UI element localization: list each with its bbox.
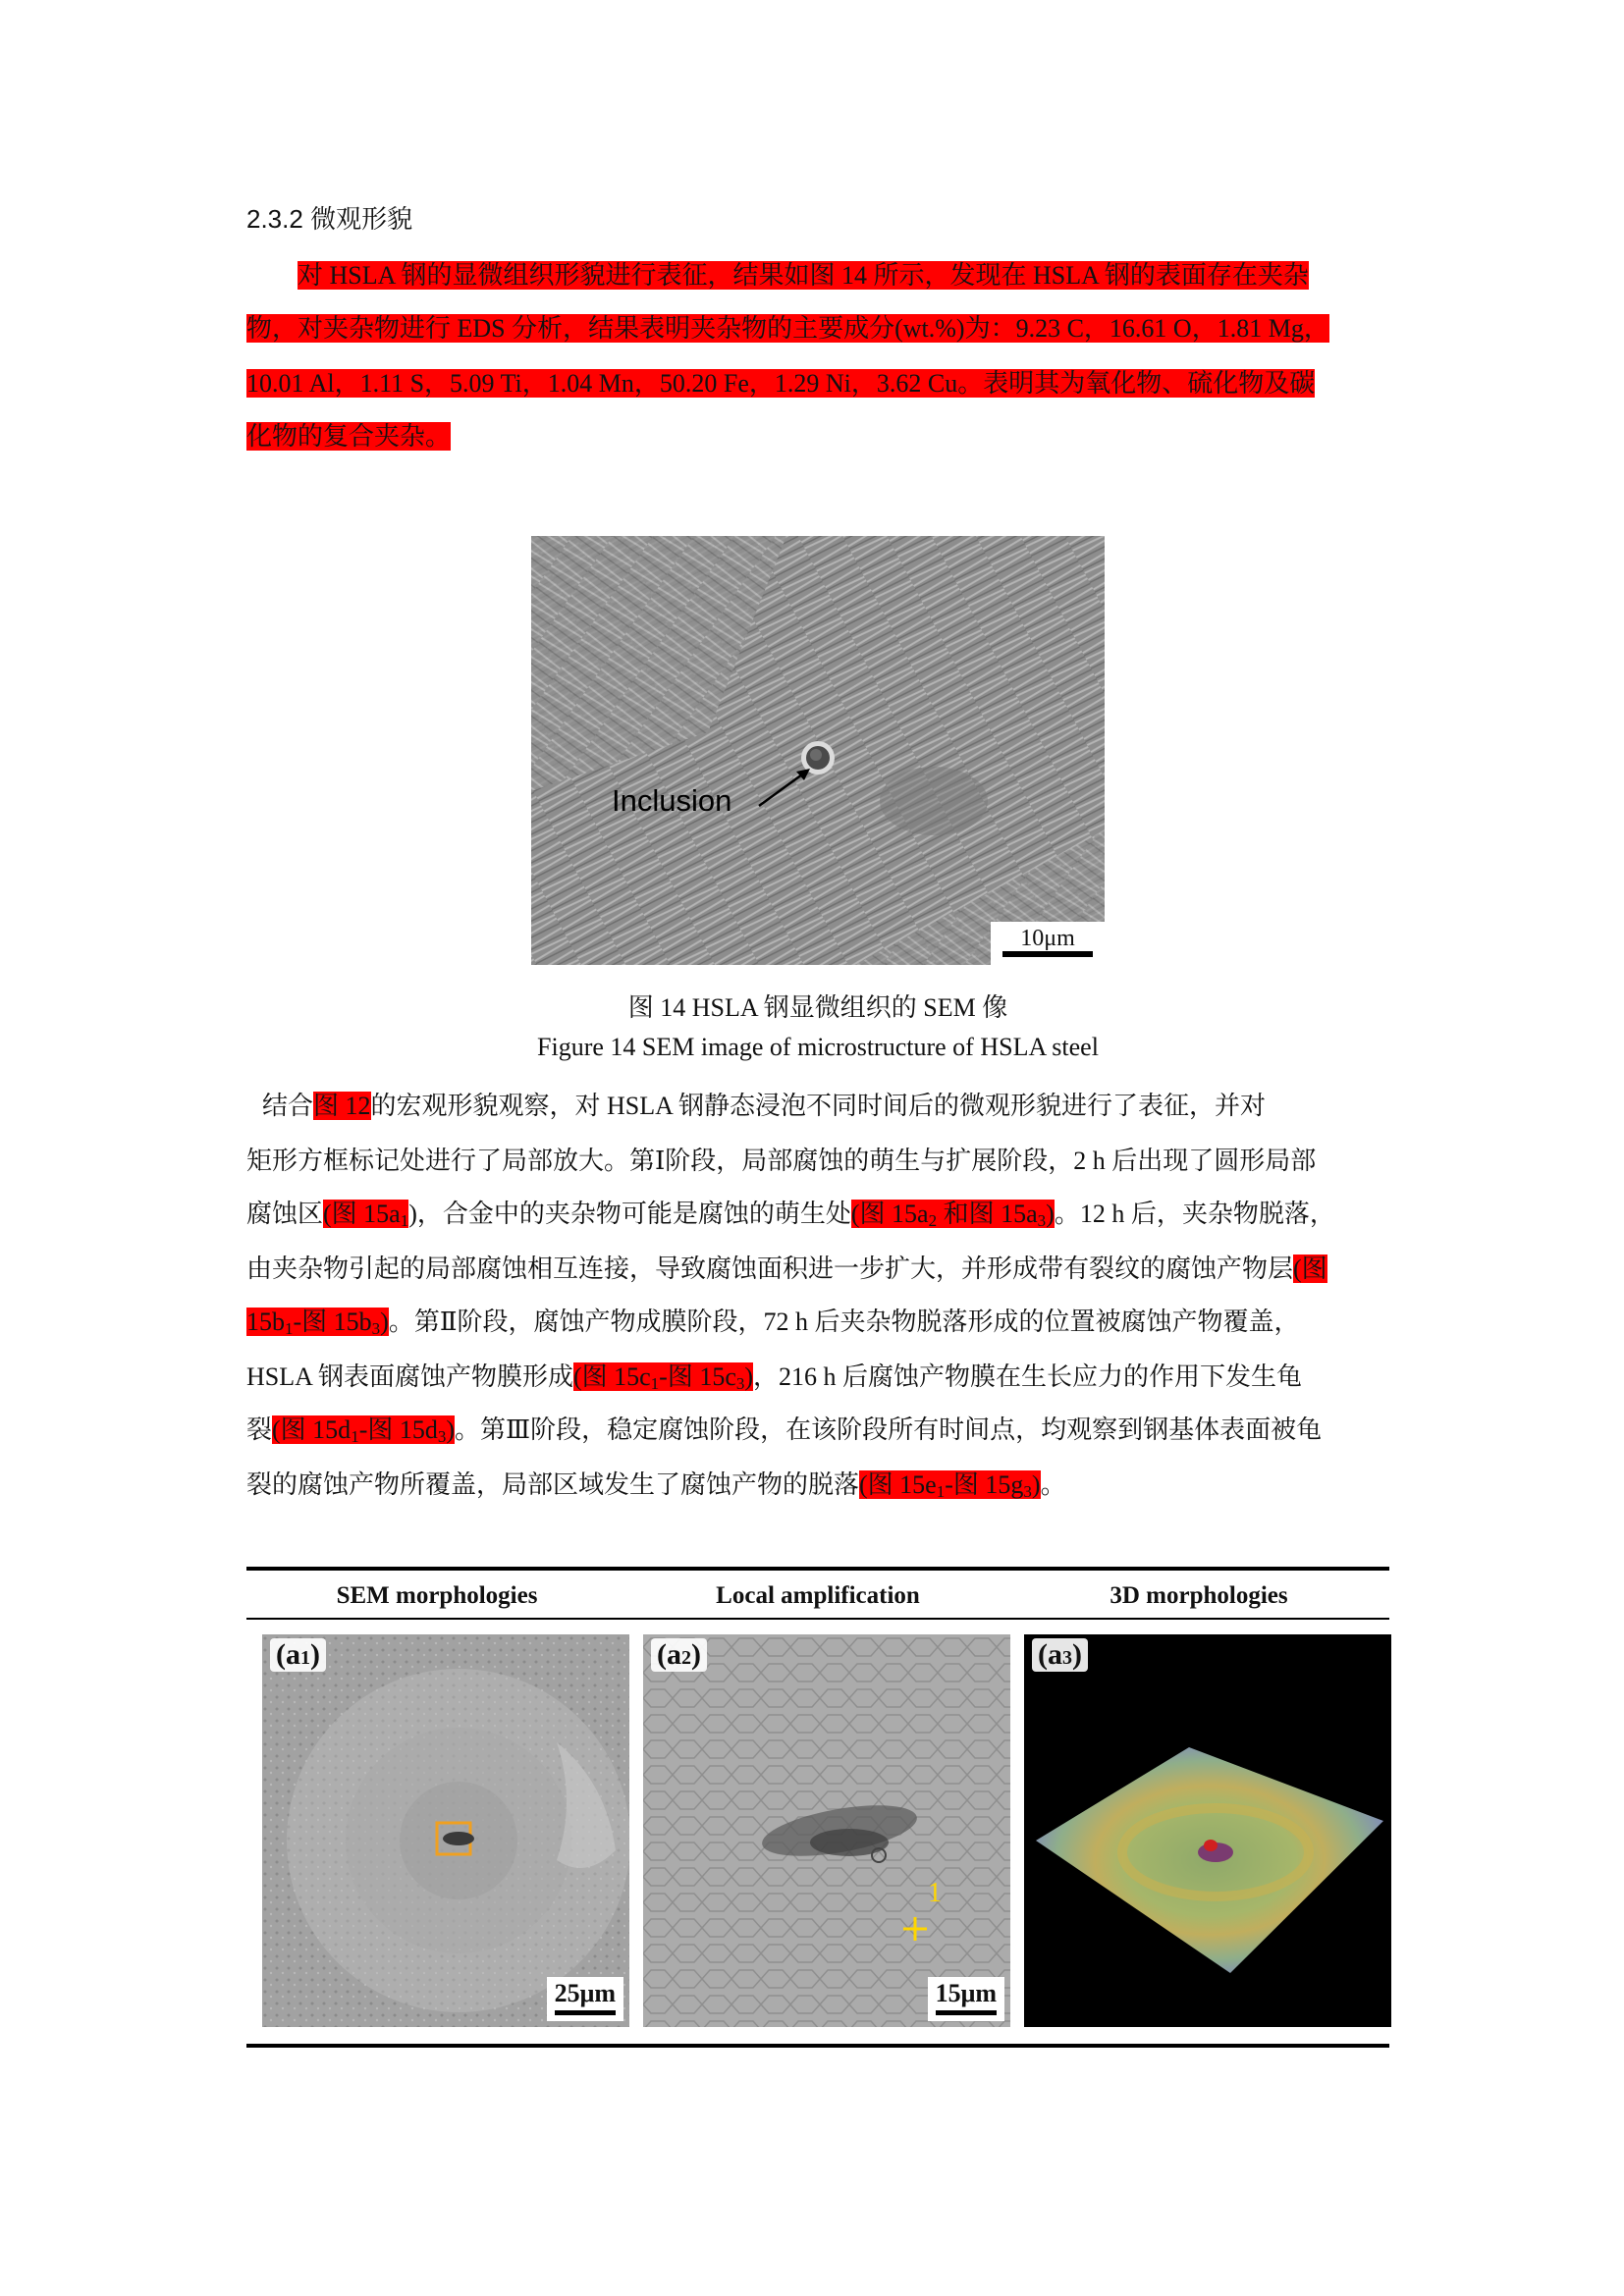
section-title: 微观形貌 bbox=[310, 204, 413, 234]
table-header-rule bbox=[246, 1618, 1389, 1620]
text: -图 15c bbox=[659, 1362, 736, 1391]
panel-a2-scale bbox=[928, 1977, 1004, 2021]
paragraph-2-line-5 bbox=[246, 1296, 1389, 1349]
paragraph-1-line-4 bbox=[246, 410, 1389, 463]
text: (图 15e bbox=[859, 1470, 937, 1499]
text: 裂 bbox=[246, 1415, 273, 1444]
local-amplification-image bbox=[643, 1634, 1010, 2027]
panel-a2-marker-label: 1 bbox=[928, 1878, 942, 1908]
text: 。第Ⅱ阶段，腐蚀产物成膜阶段，72 h 后夹杂物脱落形成的位置被腐蚀产物覆盖， bbox=[388, 1308, 1300, 1336]
text: a bbox=[286, 1638, 300, 1671]
3d-morphology-image bbox=[1024, 1634, 1391, 2027]
paragraph-2-line-3 bbox=[246, 1188, 1389, 1241]
highlight bbox=[323, 1200, 408, 1228]
text: 和图 15a bbox=[937, 1200, 1038, 1228]
subscript: 1 bbox=[936, 1482, 946, 1501]
panel-a1 bbox=[262, 1634, 629, 2027]
paragraph-1-line-3 bbox=[246, 357, 1389, 410]
paragraph-2-line-4 bbox=[246, 1243, 1389, 1296]
sem-microstructure-image bbox=[531, 536, 1105, 965]
text: a bbox=[1048, 1638, 1062, 1671]
subscript: 3 bbox=[1023, 1482, 1032, 1501]
text: 。12 h 后，夹杂物脱落， bbox=[1054, 1200, 1335, 1228]
text: ) bbox=[1031, 1470, 1041, 1499]
subscript: 1 bbox=[300, 1647, 310, 1669]
subscript: 1 bbox=[351, 1427, 359, 1446]
subscript: 2 bbox=[681, 1647, 691, 1669]
subscript: 1 bbox=[285, 1319, 294, 1338]
paragraph-2-line-8 bbox=[246, 1459, 1389, 1512]
text: ，216 h 后腐蚀产物膜在生长应力的作用下发生龟 bbox=[753, 1362, 1303, 1391]
panel-a1-scale bbox=[547, 1977, 623, 2021]
paragraph-2-line-6 bbox=[246, 1351, 1389, 1404]
text: a bbox=[667, 1638, 681, 1671]
text: -图 15d bbox=[358, 1415, 438, 1444]
paragraph-2-line-1 bbox=[246, 1080, 1389, 1133]
panel-a1-label: (a1) bbox=[270, 1638, 326, 1672]
text: (图 15a bbox=[323, 1200, 401, 1228]
highlight: (图 bbox=[1293, 1255, 1327, 1283]
text: 裂的腐蚀产物所覆盖，局部区域发生了腐蚀产物的脱落 bbox=[246, 1470, 860, 1499]
subscript: 3 bbox=[735, 1374, 745, 1393]
highlight: 10.01 Al，1.11 S，5.09 Ti，1.04 Mn，50.20 Fe，1.29 Ni，3.62 Cu。表明其为氧化物、硫化物及碳 bbox=[246, 369, 1316, 398]
panel-a2 bbox=[643, 1634, 1010, 2027]
highlight bbox=[272, 1415, 455, 1444]
highlight: 化物的复合夹杂。 bbox=[246, 422, 452, 451]
table-bottom-rule bbox=[246, 2044, 1389, 2048]
subscript: 3 bbox=[371, 1319, 381, 1338]
inclusion-annotation: Inclusion bbox=[612, 783, 732, 818]
text: 。第Ⅲ阶段，稳定腐蚀阶段，在该阶段所有时间点，均观察到钢基体表面被龟 bbox=[455, 1415, 1323, 1444]
figure-14-scale-bar bbox=[1002, 951, 1093, 957]
text: (图 15a bbox=[850, 1200, 929, 1228]
highlight bbox=[573, 1362, 753, 1391]
text: ) bbox=[380, 1308, 389, 1336]
paragraph-2-line-2 bbox=[246, 1135, 1389, 1188]
text: ) bbox=[446, 1415, 456, 1444]
text: -图 15b bbox=[293, 1308, 372, 1336]
subscript: 1 bbox=[650, 1374, 660, 1393]
scale-bar bbox=[555, 2010, 616, 2015]
scale-label: 15μm bbox=[935, 1979, 997, 2007]
highlight bbox=[851, 1200, 1055, 1228]
text: 结合 bbox=[262, 1092, 314, 1120]
figure-14-image bbox=[531, 536, 1105, 965]
column-header-sem: SEM morphologies bbox=[336, 1582, 538, 1609]
highlight: 物，对夹杂物进行 EDS 分析，结果表明夹杂物的主要成分(wt.%)为：9.23 C，16.61 O，1.81 Mg， bbox=[246, 314, 1329, 343]
sem-corrosion-image bbox=[262, 1634, 629, 2027]
text: ) bbox=[744, 1362, 754, 1391]
subscript: 1 bbox=[400, 1211, 409, 1230]
scale-bar bbox=[936, 2010, 997, 2015]
text: ) bbox=[1046, 1200, 1055, 1228]
text: 的宏观形貌观察，对 HSLA 钢静态浸泡不同时间后的微观形貌进行了表征，并对 bbox=[370, 1092, 1266, 1120]
section-heading bbox=[246, 194, 412, 243]
paragraph-1-line-1 bbox=[246, 249, 1389, 302]
text: )，合金中的夹杂物可能是腐蚀的萌生处 bbox=[408, 1200, 851, 1228]
figure-14-scale-label: 10μm bbox=[1020, 926, 1075, 951]
text: 矩形方框标记处进行了局部放大。第Ⅰ阶段，局部腐蚀的萌生与扩展阶段，2 h 后出现了圆形局部 bbox=[246, 1147, 1317, 1175]
subscript: 2 bbox=[928, 1211, 938, 1230]
text: (图 15c bbox=[572, 1362, 651, 1391]
highlight bbox=[859, 1470, 1041, 1499]
subscript: 3 bbox=[1062, 1647, 1072, 1669]
panel-a3-label: (a3) bbox=[1032, 1638, 1088, 1672]
text: 15b bbox=[246, 1308, 285, 1336]
column-header-local: Local amplification bbox=[716, 1582, 920, 1609]
paragraph-2-line-7 bbox=[246, 1404, 1389, 1457]
figure-14-caption-cn: 图 14 HSLA 钢显微组织的 SEM 像 bbox=[627, 993, 1008, 1022]
scale-label: 25μm bbox=[554, 1979, 616, 2007]
highlight bbox=[246, 1308, 389, 1336]
table-top-rule bbox=[246, 1567, 1389, 1571]
highlight: 图 12 bbox=[313, 1092, 371, 1120]
column-header-3d: 3D morphologies bbox=[1110, 1582, 1288, 1609]
text: HSLA 钢表面腐蚀产物膜形成 bbox=[246, 1362, 573, 1391]
text: (图 15d bbox=[272, 1415, 352, 1444]
panel-a2-label: (a2) bbox=[651, 1638, 707, 1672]
highlight: 对 HSLA 钢的显微组织形貌进行表征，结果如图 14 所示，发现在 HSLA 钢的表面存在夹杂 bbox=[298, 261, 1309, 290]
text: -图 15g bbox=[945, 1470, 1024, 1499]
paragraph-1-line-2 bbox=[246, 302, 1389, 355]
text: 由夹杂物引起的局部腐蚀相互连接，导致腐蚀面积进一步扩大，并形成带有裂纹的腐蚀产物层 bbox=[246, 1255, 1294, 1283]
figure-14-scale-box bbox=[991, 922, 1105, 965]
panel-a3 bbox=[1024, 1634, 1391, 2027]
text: 腐蚀区 bbox=[246, 1200, 324, 1228]
section-number: 2.3.2 bbox=[246, 204, 303, 234]
text: 。 bbox=[1040, 1470, 1066, 1499]
subscript: 3 bbox=[437, 1427, 447, 1446]
subscript: 3 bbox=[1037, 1211, 1047, 1230]
figure-14-caption-en: Figure 14 SEM image of microstructure of HSLA steel bbox=[537, 1033, 1099, 1061]
